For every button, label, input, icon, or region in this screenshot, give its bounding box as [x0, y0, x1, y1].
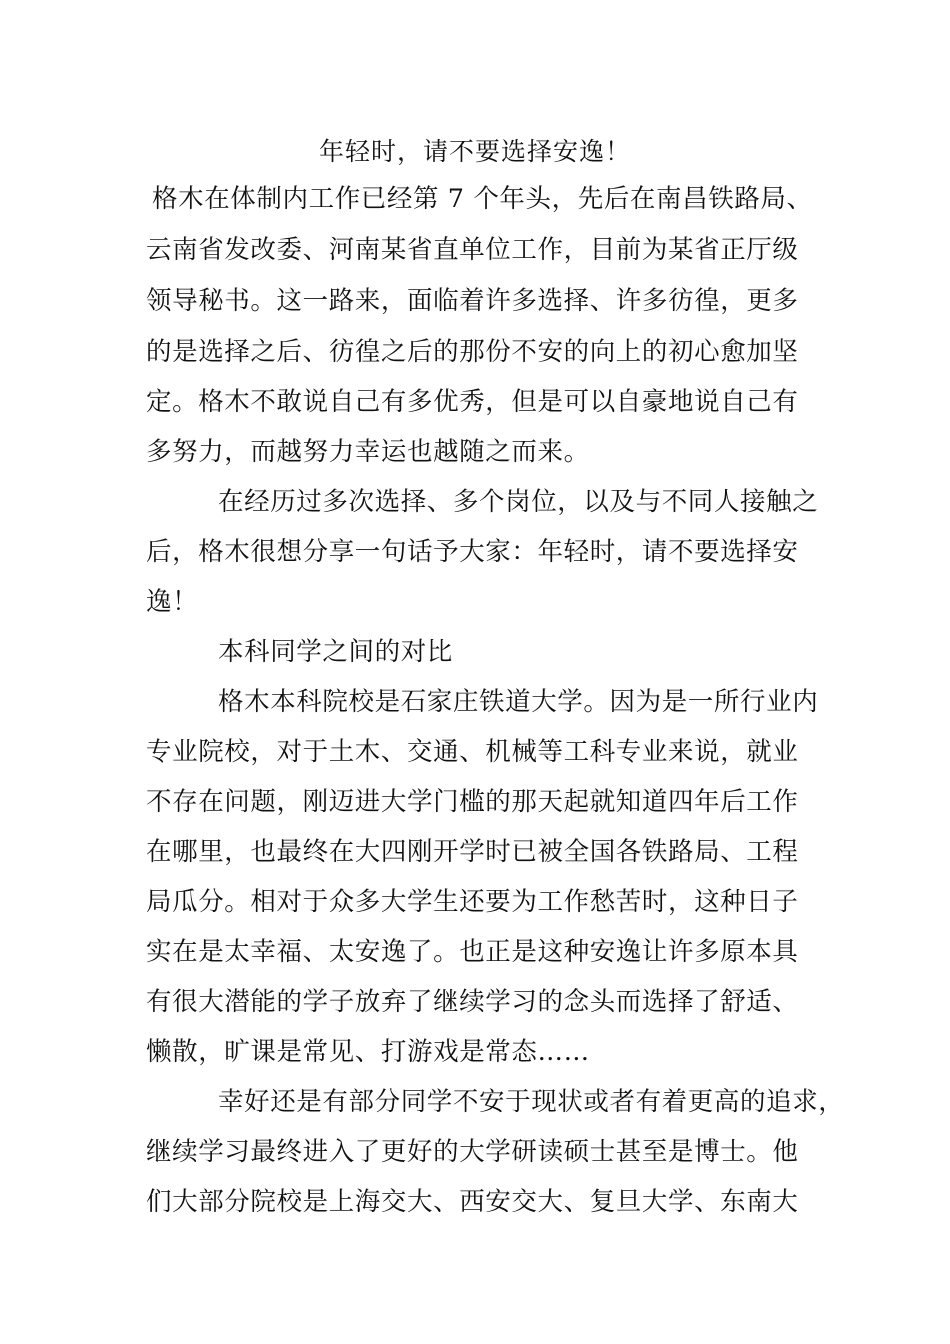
text-line: 定。格木不敢说自己有多优秀，但是可以自豪地说自己有 — [146, 387, 799, 417]
text-line: 云南省发改委、河南某省直单位工作，目前为某省正厅级 — [146, 235, 799, 265]
text-line: 格木在体制内工作已经第 7 个年头，先后在南昌铁路局、 — [152, 184, 813, 214]
document-title: 年轻时，请不要选择安逸！ — [318, 137, 631, 166]
text-line: 不存在问题，刚迈进大学门槛的那天起就知道四年后工作 — [146, 787, 799, 817]
text-line: 局瓜分。相对于众多大学生还要为工作愁苦时，这种日子 — [146, 887, 799, 917]
section-heading: 本科同学之间的对比 — [218, 637, 453, 667]
text-line: 多努力，而越努力幸运也越随之而来。 — [146, 437, 590, 467]
text-line: 格木本科院校是石家庄铁道大学。因为是一所行业内 — [218, 687, 819, 717]
text-line: 继续学习最终进入了更好的大学研读硕士甚至是博士。他 — [146, 1137, 799, 1167]
text-line: 实在是太幸福、太安逸了。也正是这种安逸让许多原本具 — [146, 937, 799, 967]
text-line: 逸！ — [146, 587, 199, 617]
text-line: 的是选择之后、彷徨之后的那份不安的向上的初心愈加坚 — [146, 337, 799, 367]
text-line: 幸好还是有部分同学不安于现状或者有着更高的追求， — [218, 1087, 845, 1117]
text-line: 们大部分院校是上海交大、西安交大、复旦大学、东南大 — [146, 1187, 799, 1217]
text-line: 在经历过多次选择、多个岗位，以及与不同人接触之 — [218, 487, 819, 517]
text-line: 懒散，旷课是常见、打游戏是常态…… — [146, 1037, 590, 1067]
text-line: 后，格木很想分享一句话予大家：年轻时，请不要选择安 — [146, 537, 799, 567]
text-line: 在哪里，也最终在大四刚开学时已被全国各铁路局、工程 — [146, 837, 799, 867]
text-line: 领导秘书。这一路来，面临着许多选择、许多彷徨，更多 — [146, 286, 799, 316]
text-line: 专业院校，对于土木、交通、机械等工科专业来说，就业 — [146, 737, 799, 767]
text-line: 有很大潜能的学子放弃了继续学习的念头而选择了舒适、 — [146, 987, 799, 1017]
